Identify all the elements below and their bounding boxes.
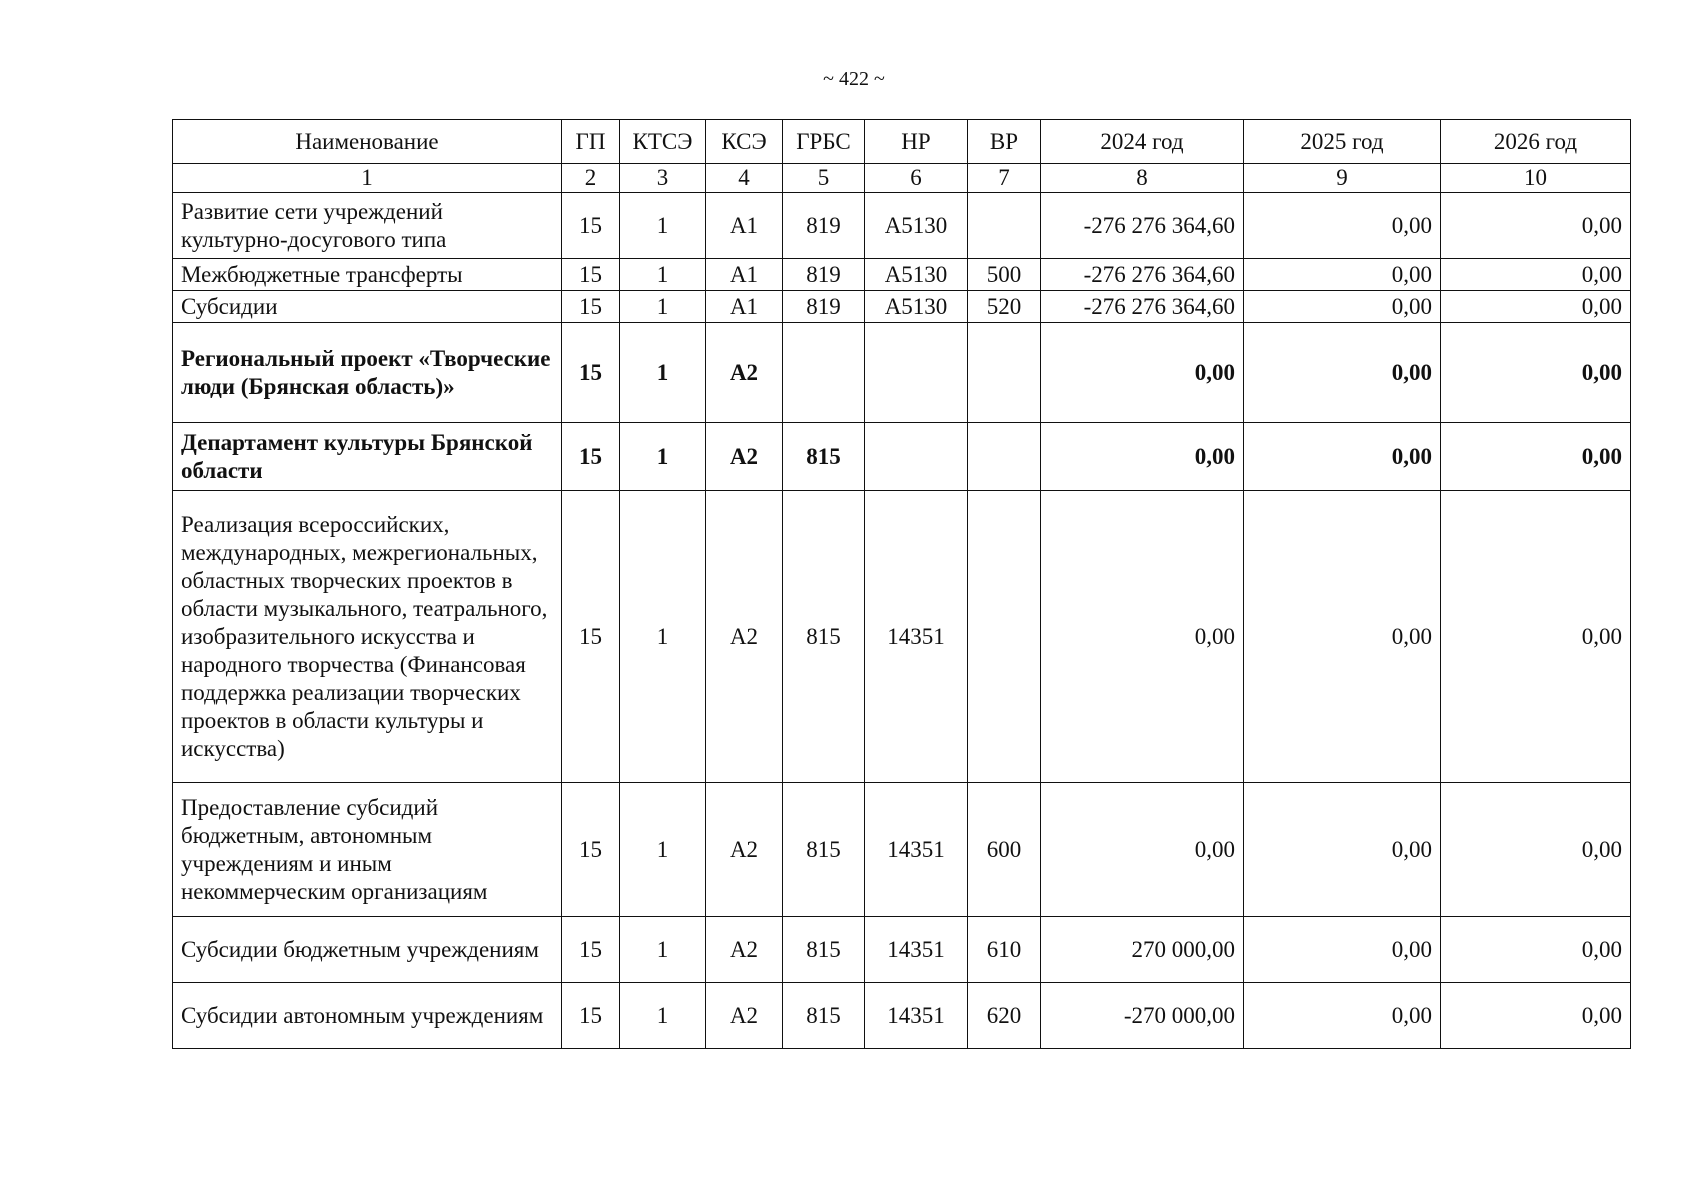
cell-2025: 0,00 bbox=[1244, 423, 1441, 491]
cell-vr bbox=[968, 193, 1041, 259]
cell-kse: А2 bbox=[706, 491, 783, 783]
table-row bbox=[173, 917, 1631, 983]
cell-kse: А2 bbox=[706, 423, 783, 491]
row-name: Субсидии бюджетным учреждениям bbox=[173, 917, 562, 983]
row-name: Региональный проект «Творческие люди (Брянская область)» bbox=[173, 323, 562, 423]
cell-ktse: 1 bbox=[620, 491, 706, 783]
table-row bbox=[173, 259, 1631, 291]
cell-2025: 0,00 bbox=[1244, 193, 1441, 259]
row-name: Субсидии автономным учреждениям bbox=[173, 983, 562, 1049]
cell-grbs: 815 bbox=[783, 491, 865, 783]
header-2026: 2026 год bbox=[1441, 120, 1631, 164]
cell-ktse: 1 bbox=[620, 423, 706, 491]
cell-2025: 0,00 bbox=[1244, 259, 1441, 291]
cell-vr bbox=[968, 491, 1041, 783]
cell-nr: 14351 bbox=[865, 783, 968, 917]
cell-vr: 500 bbox=[968, 259, 1041, 291]
cell-grbs: 819 bbox=[783, 259, 865, 291]
cell-2025: 0,00 bbox=[1244, 917, 1441, 983]
cell-2026: 0,00 bbox=[1441, 783, 1631, 917]
cell-2026: 0,00 bbox=[1441, 917, 1631, 983]
header-row bbox=[173, 120, 1631, 164]
header-ktse: КТСЭ bbox=[620, 120, 706, 164]
cell-nr: 14351 bbox=[865, 983, 968, 1049]
cell-grbs: 815 bbox=[783, 783, 865, 917]
cell-2024: -276 276 364,60 bbox=[1041, 193, 1244, 259]
cell-gp: 15 bbox=[562, 491, 620, 783]
cell-grbs: 819 bbox=[783, 193, 865, 259]
cell-gp: 15 bbox=[562, 423, 620, 491]
header-kse: КСЭ bbox=[706, 120, 783, 164]
cell-vr: 520 bbox=[968, 291, 1041, 323]
cell-grbs: 815 bbox=[783, 423, 865, 491]
cell-2026: 0,00 bbox=[1441, 491, 1631, 783]
cell-2025: 0,00 bbox=[1244, 491, 1441, 783]
page-number: ~ 422 ~ bbox=[823, 68, 885, 90]
header-2025: 2025 год bbox=[1244, 120, 1441, 164]
cell-2025: 0,00 bbox=[1244, 983, 1441, 1049]
cell-2024: 0,00 bbox=[1041, 783, 1244, 917]
cell-vr bbox=[968, 423, 1041, 491]
cell-2026: 0,00 bbox=[1441, 259, 1631, 291]
column-number: 10 bbox=[1441, 164, 1631, 193]
cell-gp: 15 bbox=[562, 783, 620, 917]
cell-ktse: 1 bbox=[620, 983, 706, 1049]
cell-nr: 14351 bbox=[865, 491, 968, 783]
header-grbs: ГРБС bbox=[783, 120, 865, 164]
table-row bbox=[173, 323, 1631, 423]
cell-2026: 0,00 bbox=[1441, 423, 1631, 491]
cell-vr: 610 bbox=[968, 917, 1041, 983]
table-row bbox=[173, 193, 1631, 259]
cell-vr: 600 bbox=[968, 783, 1041, 917]
budget-table bbox=[172, 119, 1631, 1049]
column-number: 8 bbox=[1041, 164, 1244, 193]
column-number: 6 bbox=[865, 164, 968, 193]
cell-vr bbox=[968, 323, 1041, 423]
table-row bbox=[173, 291, 1631, 323]
column-number-row bbox=[173, 164, 1631, 193]
cell-kse: А1 bbox=[706, 259, 783, 291]
cell-2026: 0,00 bbox=[1441, 193, 1631, 259]
cell-grbs: 815 bbox=[783, 917, 865, 983]
row-name: Межбюджетные трансферты bbox=[173, 259, 562, 291]
row-name: Развитие сети учреждений культурно-досугового типа bbox=[173, 193, 562, 259]
cell-ktse: 1 bbox=[620, 323, 706, 423]
cell-ktse: 1 bbox=[620, 193, 706, 259]
cell-vr: 620 bbox=[968, 983, 1041, 1049]
cell-kse: А2 bbox=[706, 323, 783, 423]
table-row bbox=[173, 491, 1631, 783]
cell-nr: 14351 bbox=[865, 917, 968, 983]
cell-gp: 15 bbox=[562, 259, 620, 291]
cell-gp: 15 bbox=[562, 323, 620, 423]
cell-ktse: 1 bbox=[620, 917, 706, 983]
column-number: 9 bbox=[1244, 164, 1441, 193]
header-name: Наименование bbox=[173, 120, 562, 164]
cell-kse: А2 bbox=[706, 917, 783, 983]
cell-2026: 0,00 bbox=[1441, 323, 1631, 423]
header-nr: НР bbox=[865, 120, 968, 164]
row-name: Субсидии bbox=[173, 291, 562, 323]
cell-gp: 15 bbox=[562, 917, 620, 983]
cell-gp: 15 bbox=[562, 291, 620, 323]
cell-kse: А2 bbox=[706, 783, 783, 917]
cell-gp: 15 bbox=[562, 983, 620, 1049]
header-gp: ГП bbox=[562, 120, 620, 164]
cell-ktse: 1 bbox=[620, 259, 706, 291]
column-number: 3 bbox=[620, 164, 706, 193]
cell-2026: 0,00 bbox=[1441, 291, 1631, 323]
cell-2024: 0,00 bbox=[1041, 323, 1244, 423]
cell-grbs: 815 bbox=[783, 983, 865, 1049]
header-vr: ВР bbox=[968, 120, 1041, 164]
cell-nr bbox=[865, 323, 968, 423]
table-row bbox=[173, 983, 1631, 1049]
cell-ktse: 1 bbox=[620, 783, 706, 917]
table-row bbox=[173, 783, 1631, 917]
cell-grbs bbox=[783, 323, 865, 423]
column-number: 4 bbox=[706, 164, 783, 193]
cell-2024: 270 000,00 bbox=[1041, 917, 1244, 983]
cell-kse: А1 bbox=[706, 291, 783, 323]
cell-nr: А5130 bbox=[865, 259, 968, 291]
row-name: Департамент культуры Брянской области bbox=[173, 423, 562, 491]
cell-2024: -270 000,00 bbox=[1041, 983, 1244, 1049]
column-number: 5 bbox=[783, 164, 865, 193]
row-name: Предоставление субсидий бюджетным, автономным учреждениям и иным некоммерческим организациям bbox=[173, 783, 562, 917]
cell-2025: 0,00 bbox=[1244, 783, 1441, 917]
cell-gp: 15 bbox=[562, 193, 620, 259]
column-number: 2 bbox=[562, 164, 620, 193]
column-number: 7 bbox=[968, 164, 1041, 193]
cell-nr: А5130 bbox=[865, 193, 968, 259]
cell-2026: 0,00 bbox=[1441, 983, 1631, 1049]
cell-ktse: 1 bbox=[620, 291, 706, 323]
cell-2025: 0,00 bbox=[1244, 291, 1441, 323]
row-name: Реализация всероссийских, международных, межрегиональных, областных творческих проектов в области музыкального, театрального, изобразительного искусства и народного творчества (Финансовая поддержка реализации творческих проектов в области культуры и искусства) bbox=[173, 491, 562, 783]
header-2024: 2024 год bbox=[1041, 120, 1244, 164]
cell-2025: 0,00 bbox=[1244, 323, 1441, 423]
cell-kse: А2 bbox=[706, 983, 783, 1049]
cell-nr bbox=[865, 423, 968, 491]
cell-grbs: 819 bbox=[783, 291, 865, 323]
cell-2024: -276 276 364,60 bbox=[1041, 291, 1244, 323]
cell-2024: 0,00 bbox=[1041, 423, 1244, 491]
cell-2024: -276 276 364,60 bbox=[1041, 259, 1244, 291]
table-row bbox=[173, 423, 1631, 491]
cell-kse: А1 bbox=[706, 193, 783, 259]
cell-2024: 0,00 bbox=[1041, 491, 1244, 783]
column-number: 1 bbox=[173, 164, 562, 193]
cell-nr: А5130 bbox=[865, 291, 968, 323]
